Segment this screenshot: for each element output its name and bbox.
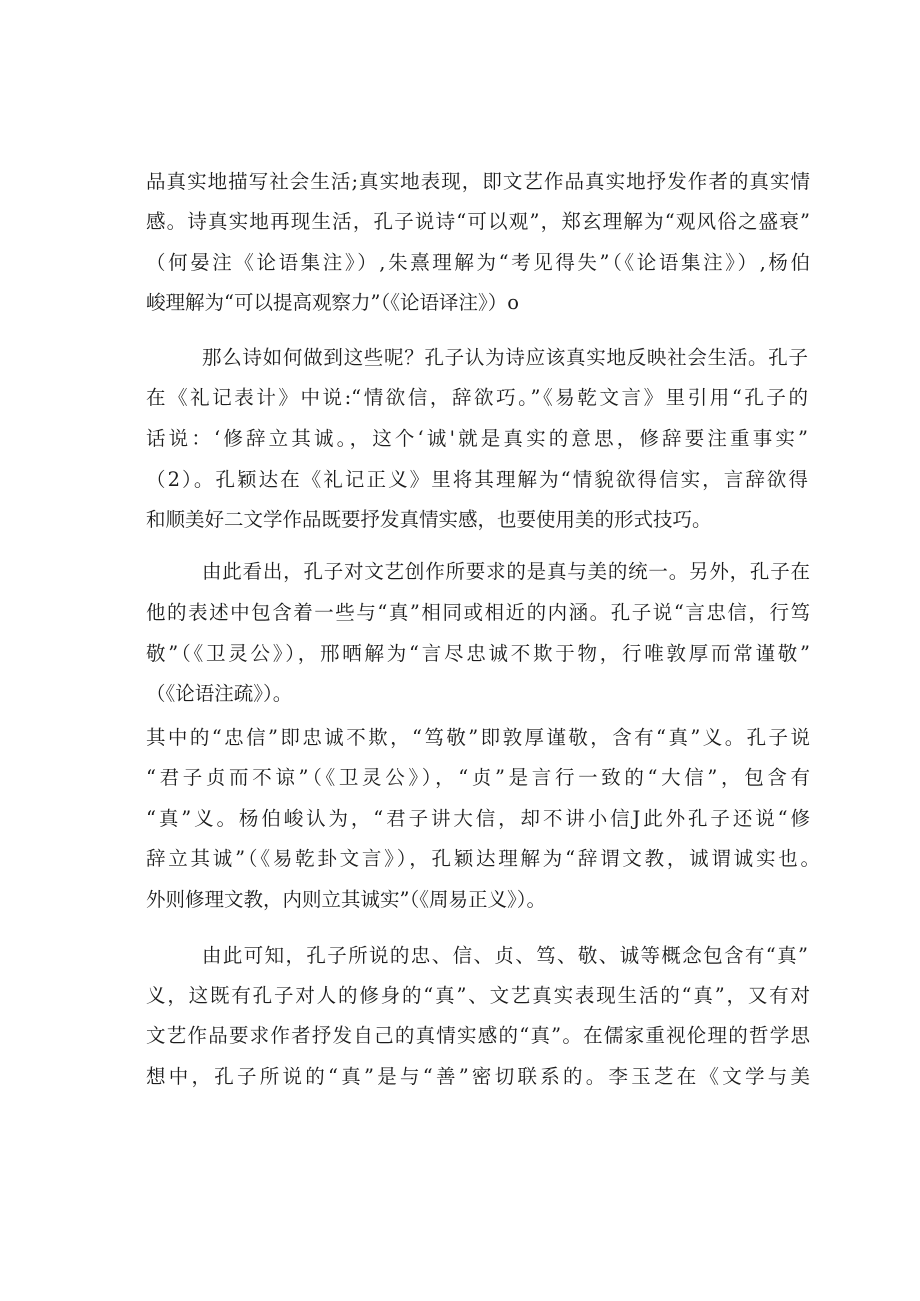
text-line: 在《礼记表计》中说:“情欲信，辞欲巧。”《易乾文言》里引用“孔子的 — [146, 386, 808, 409]
text-line: 他的表述中包含着一些与“真”相同或相近的内涵。孔子说“言忠信，行笃 — [146, 601, 810, 624]
text-line: 义，这既有孔子对人的修身的“真”、文艺真实表现生活的“真”，又有对 — [146, 984, 810, 1007]
text-line: 文艺作品要求作者抒发自己的真情实感的“真”。在儒家重视伦理的哲学思 — [146, 1024, 810, 1047]
text-line: 品真实地描写社会生活;真实地表现，即文艺作品真实地抒发作者的真实情 — [146, 170, 810, 193]
text-line: 辞立其诚”（《易乾卦文言》），孔颖达理解为“辞谓文教，诚谓诚实也。 — [146, 847, 820, 870]
text-line: 由此可知，孔子所说的忠、信、贞、笃、敬、诚等概念包含有“真” — [202, 944, 808, 967]
text-line: 外则修理文教，内则立其诚实”（《周易正义》）。 — [146, 888, 546, 911]
text-line: 和顺美好二文学作品既要抒发真情实感，也要使用美的形式技巧。 — [146, 508, 712, 531]
text-line: 其中的“忠信”即忠诚不欺，“笃敬”即敦厚谨敬，含有“真”义。孔子说 — [146, 726, 810, 749]
text-line: 敬”（《卫灵公》），邢晒解为“言尽忠诚不欺于物，行唯敦厚而常谨敬” — [146, 642, 810, 665]
text-line: “真”义。杨伯峻认为，“君子讲大信，却不讲小信J此外孔子还说“修 — [146, 807, 810, 830]
text-line: （《论语注疏》）。 — [146, 682, 293, 705]
text-line: 那么诗如何做到这些呢？孔子认为诗应该真实地反映社会生活。孔子 — [202, 346, 808, 369]
text-line: 话说：‘修辞立其诚。，这个‘诚'就是真实的意思，修辞要注重事实” — [146, 427, 808, 450]
text-line: （何晏注《论语集注》）,朱熹理解为“考见得失”（《论语集注》）,杨伯 — [146, 251, 810, 274]
text-line: 想中，孔子所说的“真”是与“善”密切联系的。李玉芝在《文学与美 — [146, 1065, 810, 1088]
text-line: （2）。孔颖达在《礼记正义》里将其理解为“情貌欲得信实，言辞欲得 — [146, 468, 808, 491]
text-line: 由此看出，孔子对文艺创作所要求的是真与美的统一。另外，孔子在 — [202, 560, 810, 583]
text-line: 感。诗真实地再现生活，孔子说诗“可以观”，郑玄理解为“观风俗之盛衰” — [146, 210, 810, 233]
text-line: “君子贞而不谅”（《卫灵公》），“贞”是言行一致的“大信”，包含有 — [146, 766, 810, 789]
text-line: 峻理解为“可以提高观察力”（《论语译注》）o — [146, 291, 519, 314]
